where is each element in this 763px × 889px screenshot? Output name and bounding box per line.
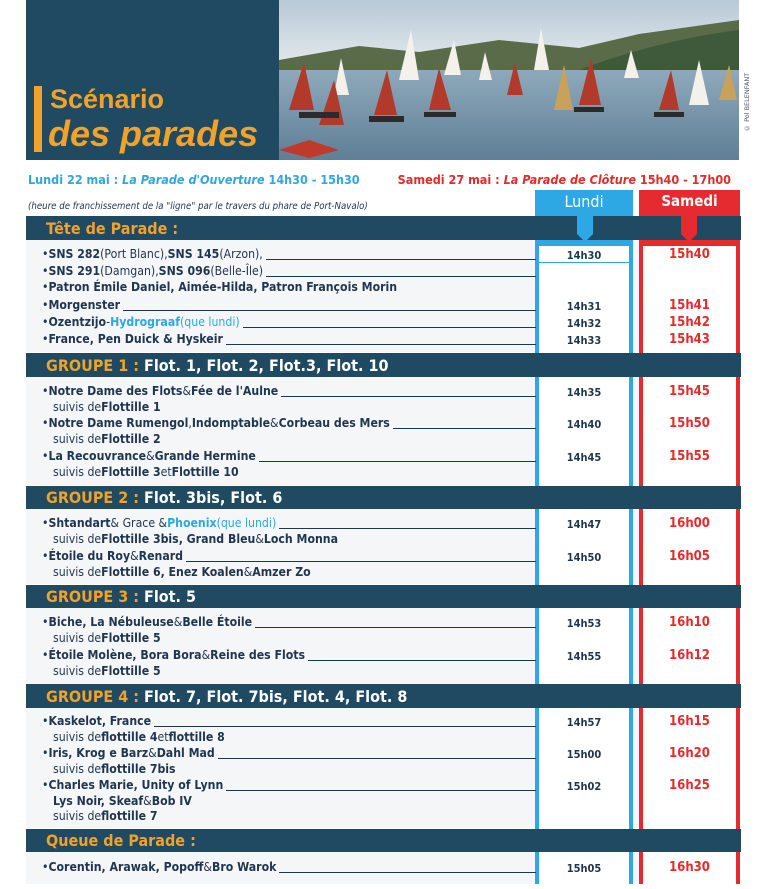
time-samedi: 16h05	[669, 549, 710, 564]
list-item: • Morgenster	[42, 298, 536, 314]
section-g1-flotillas: Flot. 1, Flot. 2, Flot.3, Flot. 10	[144, 355, 389, 375]
section-g4-label: GROUPE 4 :	[46, 686, 139, 706]
time-samedi: 15h50	[669, 416, 710, 431]
list-item: • Ozentzijo - Hydrograaf (que lundi)	[42, 315, 536, 331]
time-samedi: 16h10	[669, 615, 710, 630]
time-samedi: 16h30	[669, 860, 710, 875]
time-samedi: 16h00	[669, 516, 710, 531]
time-lundi: 14h53	[566, 617, 602, 630]
time-lundi: 15h05	[566, 862, 602, 875]
time-samedi: 15h42	[669, 315, 710, 330]
samedi-header	[398, 172, 731, 187]
time-samedi: 16h20	[669, 746, 710, 761]
section-g3-label: GROUPE 3 :	[46, 587, 139, 606]
lundi-column-label: Lundi	[564, 192, 604, 211]
section-g3-flotillas: Flot. 5	[144, 587, 197, 606]
section-group-2	[26, 486, 741, 509]
lundi-header	[28, 172, 360, 187]
list-item: • Shtandart & Grace & Phoenix (que lundi) suivis de Flottille 3bis, Grand Bleu & Loch Monna	[42, 516, 536, 547]
list-item: • Notre Dame des Flots & Fée de l'Aulne suivis de Flottille 1	[42, 384, 536, 415]
section-tete	[26, 216, 741, 240]
samedi-header-name: La Parade de Clôture	[503, 172, 636, 187]
section-g4-flotillas: Flot. 7, Flot. 7bis, Flot. 4, Flot. 8	[144, 686, 408, 706]
section-queue	[26, 829, 741, 852]
time-samedi: 15h41	[669, 298, 710, 313]
list-item: • France, Pen Duick & Hyskeir	[42, 332, 536, 348]
section-group-4	[26, 684, 741, 708]
time-lundi: 14h33	[566, 334, 602, 347]
list-item: • SNS 282 (Port Blanc), SNS 145 (Arzon),	[42, 247, 536, 263]
samedi-pointer-arrow	[677, 216, 701, 244]
page-title-line2: des parades	[48, 113, 259, 154]
list-item: • Notre Dame Rumengol , Indomptable & Corbeau des Mers suivis de Flottille 2	[42, 416, 536, 447]
lundi-pointer-arrow	[573, 216, 597, 244]
time-lundi: 14h55	[566, 650, 602, 663]
list-item: • Étoile Molène, Bora Bora & Reine des Flots suivis de Flottille 5	[42, 648, 536, 679]
time-samedi: 15h45	[669, 384, 710, 399]
section-group-1	[26, 353, 741, 377]
section-g1-label: GROUPE 1 :	[46, 355, 139, 375]
regatta-photo	[279, 0, 739, 160]
section-g2-label: GROUPE 2 :	[46, 488, 139, 507]
time-lundi: 14h45	[566, 451, 602, 464]
time-samedi: 16h15	[669, 714, 710, 729]
time-lundi: 14h35	[566, 386, 602, 399]
list-item: • Corentin, Arawak, Popoff & Bro Warok	[42, 860, 536, 876]
list-item: • Kaskelot, France suivis de flottille 4 et flottille 8	[42, 714, 536, 745]
list-item: • Biche, La Nébuleuse & Belle Étoile suivis de Flottille 5	[42, 615, 536, 646]
list-item: • Iris, Krog e Barz & Dahl Mad suivis de flottille 7bis	[42, 746, 536, 777]
section-group-3	[26, 585, 741, 608]
time-lundi: 14h47	[566, 518, 602, 531]
list-item: • SNS 291 (Damgan), SNS 096 (Belle-Île)	[42, 264, 536, 280]
samedi-header-date: Samedi 27 mai :	[397, 172, 504, 187]
section-g2-flotillas: Flot. 3bis, Flot. 6	[144, 488, 283, 507]
time-samedi: 16h25	[669, 778, 710, 793]
lundi-header-date: Lundi 22 mai :	[28, 172, 123, 187]
photo-credit: © Pol BELENFANT	[743, 72, 751, 132]
time-lundi: 14h40	[566, 418, 602, 431]
time-samedi: 15h43	[669, 332, 710, 347]
page-title-line1: Scénario	[50, 84, 165, 114]
list-item: • La Recouvrance & Grande Hermine suivis de Flottille 3 et Flottille 10	[42, 449, 536, 480]
time-lundi: 14h50	[566, 551, 602, 564]
title-accent-bar	[34, 86, 42, 152]
lundi-header-time: 14h30 - 15h30	[264, 172, 360, 187]
time-lundi: 14h57	[566, 716, 602, 729]
time-samedi: 16h12	[669, 648, 710, 663]
time-lundi: 15h00	[566, 748, 602, 761]
section-queue-label: Queue de Parade :	[46, 831, 196, 850]
section-tete-label: Tête de Parade :	[46, 218, 179, 238]
list-item: • Patron Émile Daniel, Aimée-Hilda, Patron François Morin	[42, 280, 398, 294]
samedi-column-label: Samedi	[661, 192, 718, 210]
crossing-note: (heure de franchissement de la "ligne" par le travers du phare de Port-Navalo)	[28, 201, 368, 212]
samedi-header-time: 15h40 - 17h00	[635, 172, 731, 187]
list-item: • Charles Marie, Unity of Lynn Lys Noir, Skeaf & Bob IV suivis de flottille 7	[42, 778, 536, 825]
time-lundi: 14h30	[566, 249, 602, 262]
time-lundi: 14h32	[566, 317, 602, 330]
time-samedi: 15h55	[669, 449, 710, 464]
time-lundi: 14h31	[566, 300, 602, 313]
lundi-header-name: La Parade d'Ouverture	[122, 172, 265, 187]
list-item: • Étoile du Roy & Renard suivis de Flottille 6, Enez Koalen & Amzer Zo	[42, 549, 536, 580]
time-lundi: 15h02	[566, 780, 602, 793]
time-samedi: 15h40	[669, 247, 710, 262]
